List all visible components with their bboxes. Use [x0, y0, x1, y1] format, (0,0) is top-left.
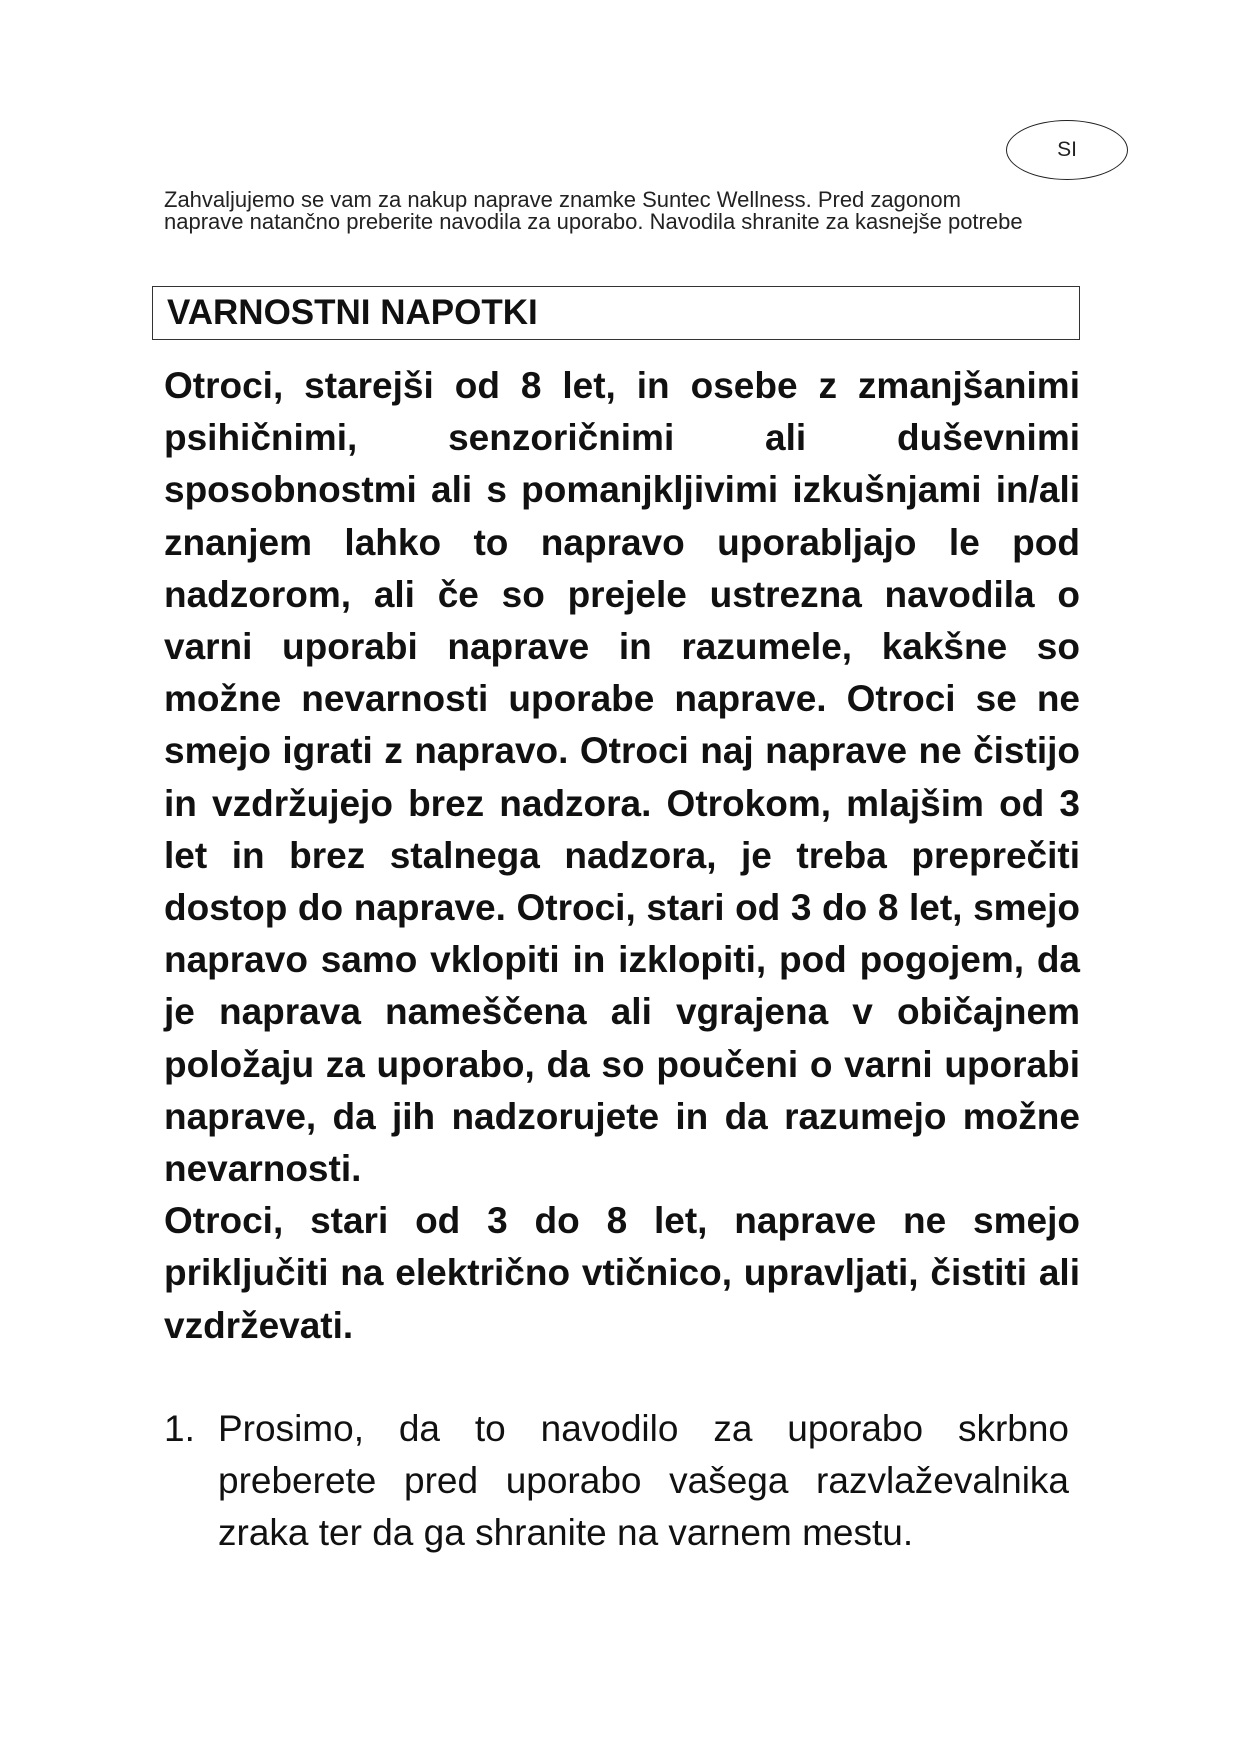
instruction-text: Prosimo, da to navodilo za uporabo skrbno preberete pred uporabo vašega razvlaževalnika zraka ter da ga shranite na varnem mestu. [218, 1408, 1069, 1553]
intro-text: Zahvaljujemo se vam za nakup naprave znamke Suntec Wellness. Pred zagonom naprave natančno preberite navodila za uporabo. Navodila shranite za kasnejše potrebe [164, 187, 1023, 234]
safety-warning [164, 360, 1080, 1352]
language-badge [1006, 120, 1128, 180]
warning-paragraph-2: Otroci, stari od 3 do 8 let, naprave ne smejo priključiti na električno vtičnico, upravljati, čistiti ali vzdrževati. [164, 1200, 1080, 1346]
warning-paragraph-1: Otroci, starejši od 8 let, in osebe z zmanjšanimi psihičnimi, senzoričnimi ali duševnimi sposobnostmi ali s pomanjkljivimi izkušnjami in/ali znanjem lahko to napravo uporabljajo le pod nadzorom, ali če so prejele ustrezna navodila o varni uporabi naprave in razumele, kakšne so možne nevarnosti uporabe naprave. Otroci se ne smejo igrati z napravo. Otroci naj naprave ne čistijo in vzdržujejo brez nadzora. Otrokom, mlajšim od 3 let in brez stalnega nadzora, je treba preprečiti dostop do naprave. Otroci, stari od 3 do 8 let, smejo napravo samo vklopiti in izklopiti, pod pogojem, da je naprava nameščena ali vgrajena v običajnem položaju za uporabo, da so poučeni o varni uporabi naprave, da jih nadzorujete in da razumejo možne nevarnosti. [164, 365, 1080, 1190]
section-heading-box [152, 286, 1080, 340]
section-title: VARNOSTNI NAPOTKI [167, 293, 538, 332]
instruction-item [164, 1403, 1069, 1559]
language-code: SI [1057, 138, 1077, 161]
instruction-number: 1. [164, 1408, 195, 1449]
